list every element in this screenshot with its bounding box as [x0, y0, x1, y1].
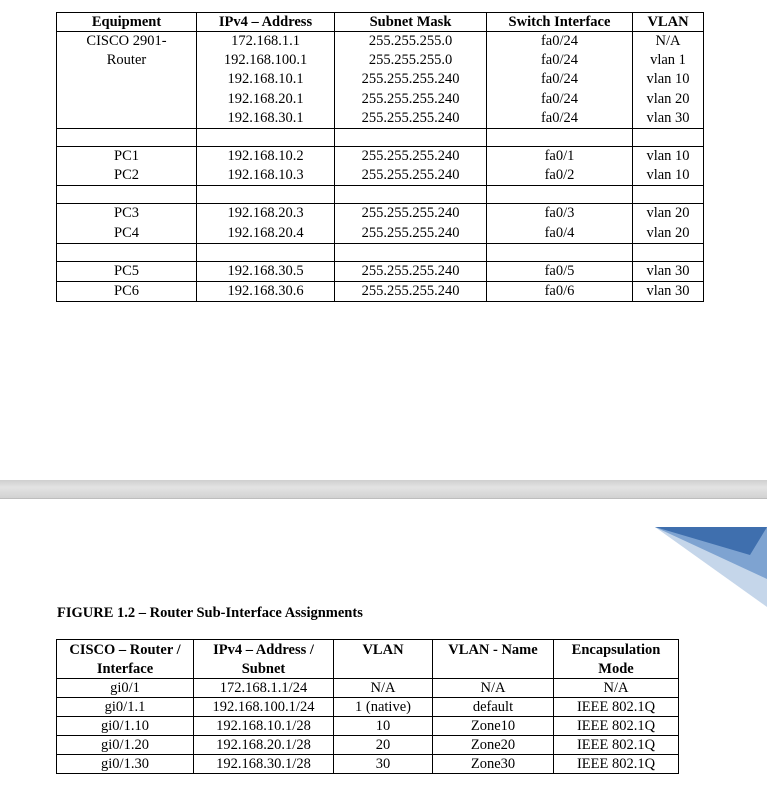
pc-name-cell: [57, 281, 197, 301]
pc-iface-cell: [487, 146, 633, 185]
table-cell: PC1: [114, 147, 139, 164]
table-cell: 255.255.255.240: [361, 262, 460, 279]
pc-mask-cell: [335, 204, 487, 243]
table-cell: 192.168.10.3: [227, 167, 304, 184]
pc-vlan-cell: [633, 281, 704, 301]
pc-iface-cell: [487, 261, 633, 281]
table-cell: N/A: [655, 33, 681, 49]
pc-name-cell: [57, 146, 197, 185]
table-cell: 192.168.10.1: [227, 71, 304, 88]
column-header: Switch Interface: [487, 13, 633, 32]
table-cell: 1 (native): [334, 698, 433, 717]
table-cell: gi0/1.10: [57, 717, 194, 736]
table-cell: 30: [334, 755, 433, 774]
table-cell: 192.168.20.1/28: [194, 736, 334, 755]
header-text: IPv4 – Address / Subnet: [213, 642, 314, 677]
table-cell: fa0/24: [540, 33, 579, 49]
table-cell: fa0/24: [540, 109, 579, 126]
table-cell: 172.168.1.1: [231, 33, 300, 49]
router-ip-cell: [197, 32, 335, 129]
table-cell: IEEE 802.1Q: [554, 755, 679, 774]
table-cell: 20: [334, 736, 433, 755]
table-cell: 192.168.100.1: [223, 52, 308, 69]
table-cell: vlan 20: [646, 205, 690, 222]
table-cell: vlan 20: [646, 224, 690, 241]
table-cell: 192.168.10.2: [227, 147, 304, 164]
table-cell: fa0/3: [544, 205, 575, 222]
pc-name-cell: [57, 204, 197, 243]
pc-group-row: [57, 204, 704, 243]
table-cell: PC6: [114, 282, 139, 299]
pc-ip-cell: [197, 261, 335, 281]
table-cell: 255.255.255.0: [368, 52, 453, 69]
table-cell: fa0/2: [544, 167, 575, 184]
table-cell: vlan 30: [646, 282, 690, 299]
column-header: VLAN: [633, 13, 704, 32]
table-cell: 192.168.30.1/28: [194, 755, 334, 774]
pc-mask-cell: [335, 261, 487, 281]
table-cell: PC2: [114, 167, 139, 184]
table-cell: gi0/1: [57, 679, 194, 698]
header-text: CISCO – Router / Interface: [69, 642, 181, 677]
table-cell: N/A: [334, 679, 433, 698]
column-header: [554, 640, 679, 679]
figure-caption: FIGURE 1.2 – Router Sub-Interface Assignments: [57, 605, 363, 621]
table-cell: 255.255.255.240: [361, 71, 460, 88]
pc-vlan-cell: [633, 204, 704, 243]
table-cell: gi0/1.1: [57, 698, 194, 717]
column-header: VLAN: [334, 640, 433, 679]
table-cell: Zone10: [433, 717, 554, 736]
table-row: [57, 755, 679, 774]
table-cell: fa0/24: [540, 90, 579, 107]
column-header: Subnet Mask: [335, 13, 487, 32]
router-subinterface-table: [56, 639, 679, 774]
table-cell: 255.255.255.0: [368, 33, 453, 49]
table-cell: fa0/5: [544, 262, 575, 279]
decorative-triangle-graphic: [655, 527, 767, 607]
table-cell: PC5: [114, 262, 139, 279]
spacer-row: [57, 128, 704, 146]
table-row: [57, 679, 679, 698]
table-cell: fa0/1: [544, 147, 575, 164]
table-cell: 192.168.30.6: [227, 282, 304, 299]
spacer-row: [57, 243, 704, 261]
column-header: VLAN - Name: [433, 640, 554, 679]
pc-row: [57, 281, 704, 301]
table-cell: vlan 10: [646, 71, 690, 88]
table-row: [57, 736, 679, 755]
table-cell: N/A: [554, 679, 679, 698]
table-row: [57, 698, 679, 717]
table-cell: 192.168.20.1: [227, 90, 304, 107]
table-header-row: [57, 13, 704, 32]
table-cell: 192.168.10.1/28: [194, 717, 334, 736]
table-cell: IEEE 802.1Q: [554, 698, 679, 717]
router-row: [57, 32, 704, 129]
table-cell: 192.168.20.3: [227, 205, 304, 222]
table-cell: 255.255.255.240: [361, 282, 460, 299]
table-cell: vlan 1: [650, 52, 686, 69]
table-cell: 192.168.20.4: [227, 224, 304, 241]
pc-ip-cell: [197, 204, 335, 243]
router-vlan-cell: [633, 32, 704, 129]
table-cell: 255.255.255.240: [361, 205, 460, 222]
pc-iface-cell: [487, 204, 633, 243]
table-cell: gi0/1.30: [57, 755, 194, 774]
pc-name-cell: [57, 261, 197, 281]
column-header: [194, 640, 334, 679]
table-cell: default: [433, 698, 554, 717]
column-header: Equipment: [57, 13, 197, 32]
table-cell: 192.168.30.1: [227, 109, 304, 126]
pc-mask-cell: [335, 281, 487, 301]
table-cell: vlan 30: [646, 262, 690, 279]
router-interface-cell: [487, 32, 633, 129]
table-cell: PC3: [114, 205, 139, 222]
table-cell: vlan 10: [646, 147, 690, 164]
table-cell: 172.168.1.1/24: [194, 679, 334, 698]
table-cell: 255.255.255.240: [361, 109, 460, 126]
page-break-edge: [0, 498, 767, 499]
table-cell: gi0/1.20: [57, 736, 194, 755]
router-equipment-cell: [57, 32, 197, 129]
table-row: [57, 717, 679, 736]
router-mask-cell: [335, 32, 487, 129]
table-cell: 255.255.255.240: [361, 90, 460, 107]
table-cell: fa0/24: [540, 71, 579, 88]
column-header: [57, 640, 194, 679]
pc-group-row: [57, 146, 704, 185]
pc-ip-cell: [197, 146, 335, 185]
table-cell: 255.255.255.240: [361, 147, 460, 164]
header-text: Encapsulation Mode: [571, 642, 661, 677]
table-cell: IEEE 802.1Q: [554, 736, 679, 755]
pc-iface-cell: [487, 281, 633, 301]
equipment-address-table: [56, 12, 704, 302]
table-cell: Zone30: [433, 755, 554, 774]
table-cell: 192.168.30.5: [227, 262, 304, 279]
table-cell: 255.255.255.240: [361, 224, 460, 241]
table-cell: N/A: [433, 679, 554, 698]
table-cell: fa0/24: [540, 52, 579, 69]
page-break: [0, 480, 767, 498]
pc-row: [57, 261, 704, 281]
table-cell: 192.168.100.1/24: [194, 698, 334, 717]
pc-mask-cell: [335, 146, 487, 185]
table-header-row: [57, 640, 679, 679]
router-name: CISCO 2901-Router: [86, 33, 167, 69]
table-cell: 255.255.255.240: [361, 167, 460, 184]
table-cell: Zone20: [433, 736, 554, 755]
table-cell: 10: [334, 717, 433, 736]
column-header: IPv4 – Address: [197, 13, 335, 32]
table-cell: IEEE 802.1Q: [554, 717, 679, 736]
spacer-row: [57, 186, 704, 204]
table-cell: vlan 20: [646, 90, 690, 107]
pc-vlan-cell: [633, 146, 704, 185]
table-cell: fa0/4: [544, 224, 575, 241]
table-cell: fa0/6: [544, 282, 575, 299]
pc-vlan-cell: [633, 261, 704, 281]
pc-ip-cell: [197, 281, 335, 301]
table-cell: PC4: [114, 224, 139, 241]
table-cell: vlan 10: [646, 167, 690, 184]
table-cell: vlan 30: [646, 109, 690, 126]
